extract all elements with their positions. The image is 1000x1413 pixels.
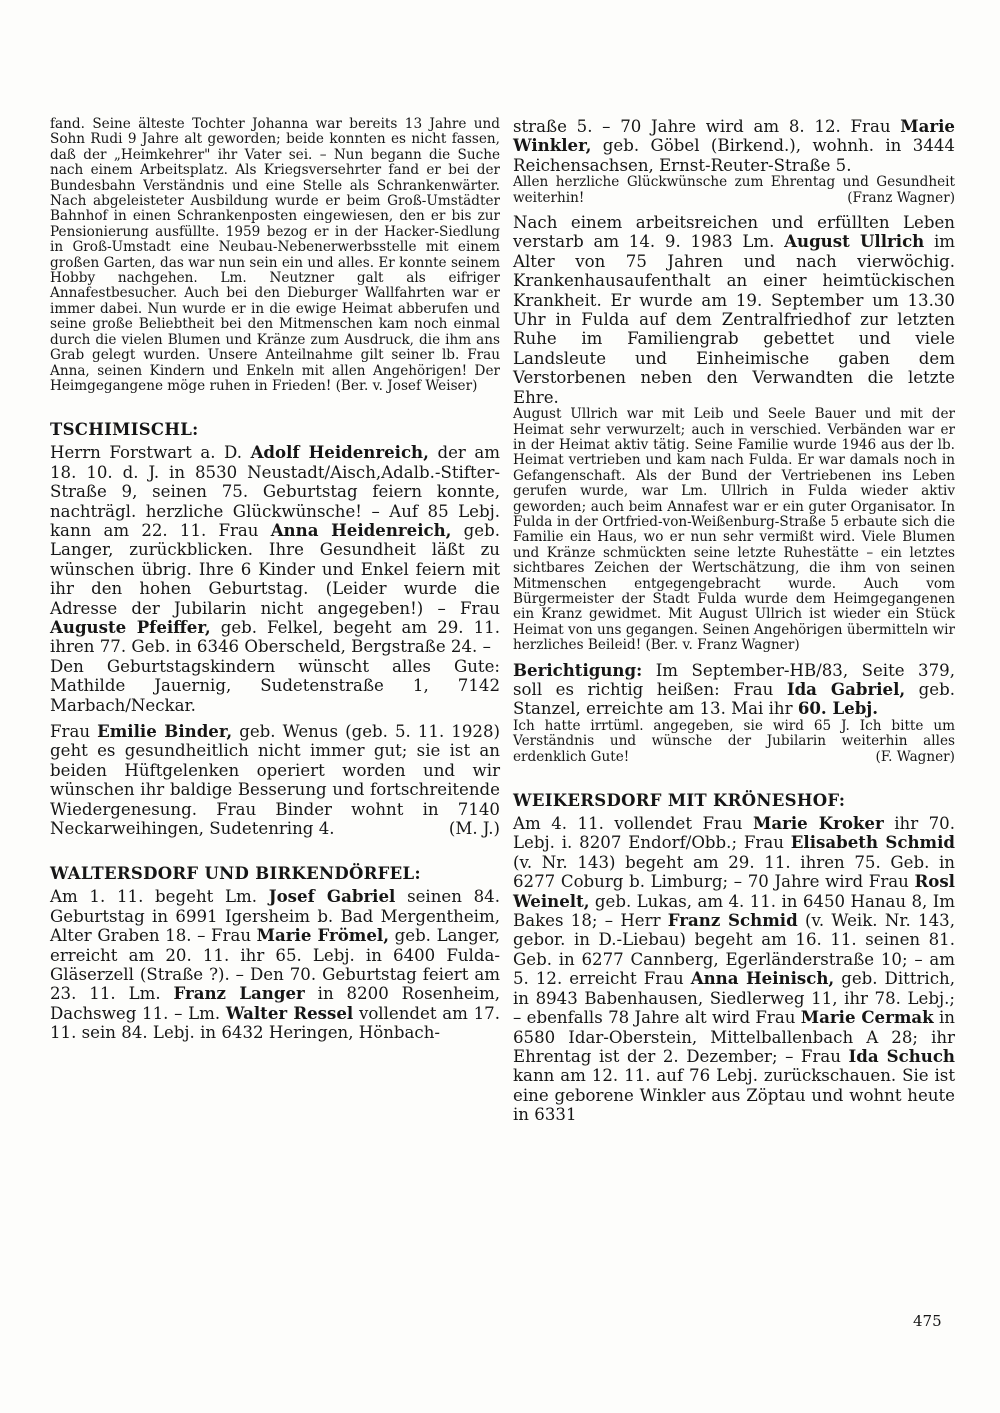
waltersdorf-continuation: straße 5. – 70 Jahre wird am 8. 12. Frau Marie Winkler, geb. Göbel (Birkend.), wohnh. in 3444 Reichensachsen, Ernst-Reuter-Straße 5. (513, 116, 955, 175)
tschimischl-paragraph-1: Herrn Forstwart a. D. Adolf Heidenreich, der am 18. 10. d. J. in 8530 Neustadt/Aisch,Adalb.-Stifter-Straße 9, seinen 75. Geburtstag feiern konnte, nachträgl. herzliche Glückwünsche! – Auf 85 Lebj. kann am 22. 11. Frau Anna Heidenreich, geb. Langer, zurückblicken. Ihre Gesundheit läßt zu wünschen übrig. Ihre 6 Kinder und Enkel feiern mit ihr den hohen Geburtstag. (Leider wurde die Adresse der Jubilarin nicht angegeben!) – Frau Auguste Pfeiffer, geb. Felkel, begeht am 29. 11. ihren 77. Geb. in 6346 Oberscheld, Bergstraße 24. – (50, 442, 500, 657)
weikersdorf-paragraph-1: Am 4. 11. vollendet Frau Marie Kroker ihr 70. Lebj. i. 8207 Endorf/Obb.; Frau Elisabeth Schmid (v. Nr. 143) begeht am 29. 11. ihren 75. Geb. in 6277 Coburg b. Limburg; – 70 Jahre wird Frau Rosl Weinelt, geb. Lukas, am 4. 11. in 6450 Hanau 8, Im Bakes 18; – Herr Franz Schmid (v. Weik. Nr. 143, gebor. in D.-Liebau) begeht am 16. 11. seinen 81. Geb. in 6277 Cannberg, Egerländerstraße 10; – am 5. 12. erreicht Frau Anna Heinisch, geb. Dittrich, in 8943 Babenhausen, Siedlerweg 11, ihr 78. Lebj.; – ebenfalls 78 Jahre alt wird Frau Marie Cermak in 6580 Idar-Oberstein, Mittelballenbach A 28; ihr Ehrentag ist der 2. Dezember; – Frau Ida Schuch kann am 12. 11. auf 76 Lebj. zurückschauen. Sie ist eine geborene Winkler aus Zöptau und wohnt heute in 6331 (513, 813, 956, 1125)
correction-paragraph: Berichtigung: Im September-HB/83, Seite 379, soll es richtig heißen: Frau Ida Gabriel, geb. Stanzel, erreichte am 13. Mai ihr 60. Lebj. (513, 659, 955, 719)
correction-note: Ich hatte irrtüml. angegeben, sie wird 65 J. Ich bitte um Verständnis und wünsche der Jubilarin weiterhin alles erdenklich Gute! (F. Wagner) (513, 717, 955, 765)
signature: (M. J.) (448, 819, 500, 839)
left-column (50, 117, 500, 1043)
page-number: 475 (913, 1312, 942, 1330)
right-column (513, 117, 955, 1125)
section-heading-weikersdorf: WEIKERSDORF MIT KRÖNESHOF: (513, 791, 846, 811)
obituary-paragraph-2: August Ullrich war mit Leib und Seele Bauer und mit der Heimat sehr verwurzelt; auch in verschied. Verbänden war er in der Heimat aktiv tätig. Seine Familie wurde 1946 aus der lb. Heimat vertrieben und kam nach Fulda. Er war damals noch in Gefangenschaft. Als der Bund der Vertriebenen ins Leben gerufen wurde, war Lm. Ullrich in Fulda wieder aktiv geworden; auch beim Annafest war er ein guter Organisator. In Fulda in der Ortfried-von-Weißenburg-Straße 5 erbaute sich die Familie ein Haus, wo er nun sehr vermißt wird. Viele Blumen und Kränze schmückten seine letzte Ruhestätte – ein letztes sichtbares Zeichen der Wertschätzung, die ihm von seinen Mitmenschen entgegengebracht wurde. Auch vom Bürgermeister der Stadt Fulda wurde dem Heimgegangenen ein Kranz gewidmet. Mit August Ullrich ist wieder ein Stück Heimat von uns gegangen. Seinen Angehörigen übermitteln wir herzliches Beileid! (Ber. v. Franz Wagner) (513, 406, 955, 654)
tschimischl-paragraph-2: Den Geburtstagskindern wünscht alles Gute: Mathilde Jauernig, Sudetenstraße 1, 7142 Marbach/Neckar. (50, 656, 500, 715)
tschimischl-paragraph-3: Frau Emilie Binder, geb. Wenus (geb. 5. 11. 1928) geht es gesundheitlich nicht immer gut; sie ist an beiden Hüftgelenken operiert worden und wir wünschen ihr baldige Besserung und fortschreitende Wiedergenesung. Frau Binder wohnt in 7140 Neckarweihingen, Sudetenring 4. (M. J.) (50, 721, 500, 839)
signature: (Franz Wagner) (847, 189, 955, 206)
wishes-paragraph: Allen herzliche Glückwünsche zum Ehrentag und Gesundheit weiterhin! (Franz Wagner) (513, 174, 955, 206)
waltersdorf-paragraph-1: Am 1. 11. begeht Lm. Josef Gabriel seinen 84. Geburtstag in 6991 Igersheim b. Bad Mergentheim, Alter Graben 18. – Frau Marie Frömel, geb. Langer, erreicht am 20. 11. ihr 65. Lebj. in 6400 Fulda-Gläserzell (Straße ?). – Den 70. Geburtstag feiert am 23. 11. Lm. Franz Langer in 8200 Rosenheim, Dachsweg 11. – Lm. Walter Ressel vollendet am 17. 11. sein 84. Lebj. in 6432 Heringen, Hönbach- (50, 886, 500, 1043)
obituary-paragraph-1: Nach einem arbeitsreichen und erfüllten Leben verstarb am 14. 9. 1983 Lm. August Ullrich im Alter von 75 Jahren und nach vierwöchig. Krankenhausaufenthalt an einer heimtückischen Krankheit. Er wurde am 19. September um 13.30 Uhr in Fulda auf dem Zentralfriedhof zur letzten Ruhe im Familiengrab gebettet und viele Landsleute und Einheimische gaben dem Verstorbenen neben den Verwandten die letzte Ehre. (513, 213, 956, 407)
section-heading-tschimischl: TSCHIMISCHL: (50, 420, 199, 440)
signature: (F. Wagner) (875, 748, 955, 765)
intro-paragraph: fand. Seine älteste Tochter Johanna war bereits 13 Jahre und Sohn Rudi 9 Jahre alt geworden; beide konnten es nicht fassen, daß der „Heimkehrer" ihr Vater sei. – Nun begann die Suche nach einem Arbeitsplatz. Als Kriegsversehrter fand er bei der Bundesbahn Verständnis und eine Stelle als Schrankenwärter. Nach abgeleisteter Ausbildung wurde er beim Groß-Umstädter Bahnhof in einen Schrankenposten eingewiesen, den er bis zur Pensionierung ausfüllte. 1959 bezog er in der Hacker-Siedlung in Groß-Umstadt eine Neubau-Nebenerwerbsstelle mit einem großen Garten, das war nun sein ein und alles. Er konnte seinem Hobby nachgehen. Lm. Neutzner galt als eifriger Annafestbesucher. Auch bei den Dieburger Wallfahrten war er immer dabei. Nun wurde er in die ewige Heimat abberufen und seine große Beliebtheit bei den Mitmenschen kam noch einmal durch die vielen Blumen und Kränze zum Ausdruck, die ihm ans Grab gelegt wurden. Unsere Anteilnahme gilt seiner lb. Frau Anna, seinen Kindern und Enkeln mit allen Angehörigen! Der Heimgegangene möge ruhen in Frieden! (Ber. v. Josef Weiser) (50, 116, 500, 394)
section-heading-waltersdorf: WALTERSDORF UND BIRKENDÖRFEL: (50, 864, 421, 884)
